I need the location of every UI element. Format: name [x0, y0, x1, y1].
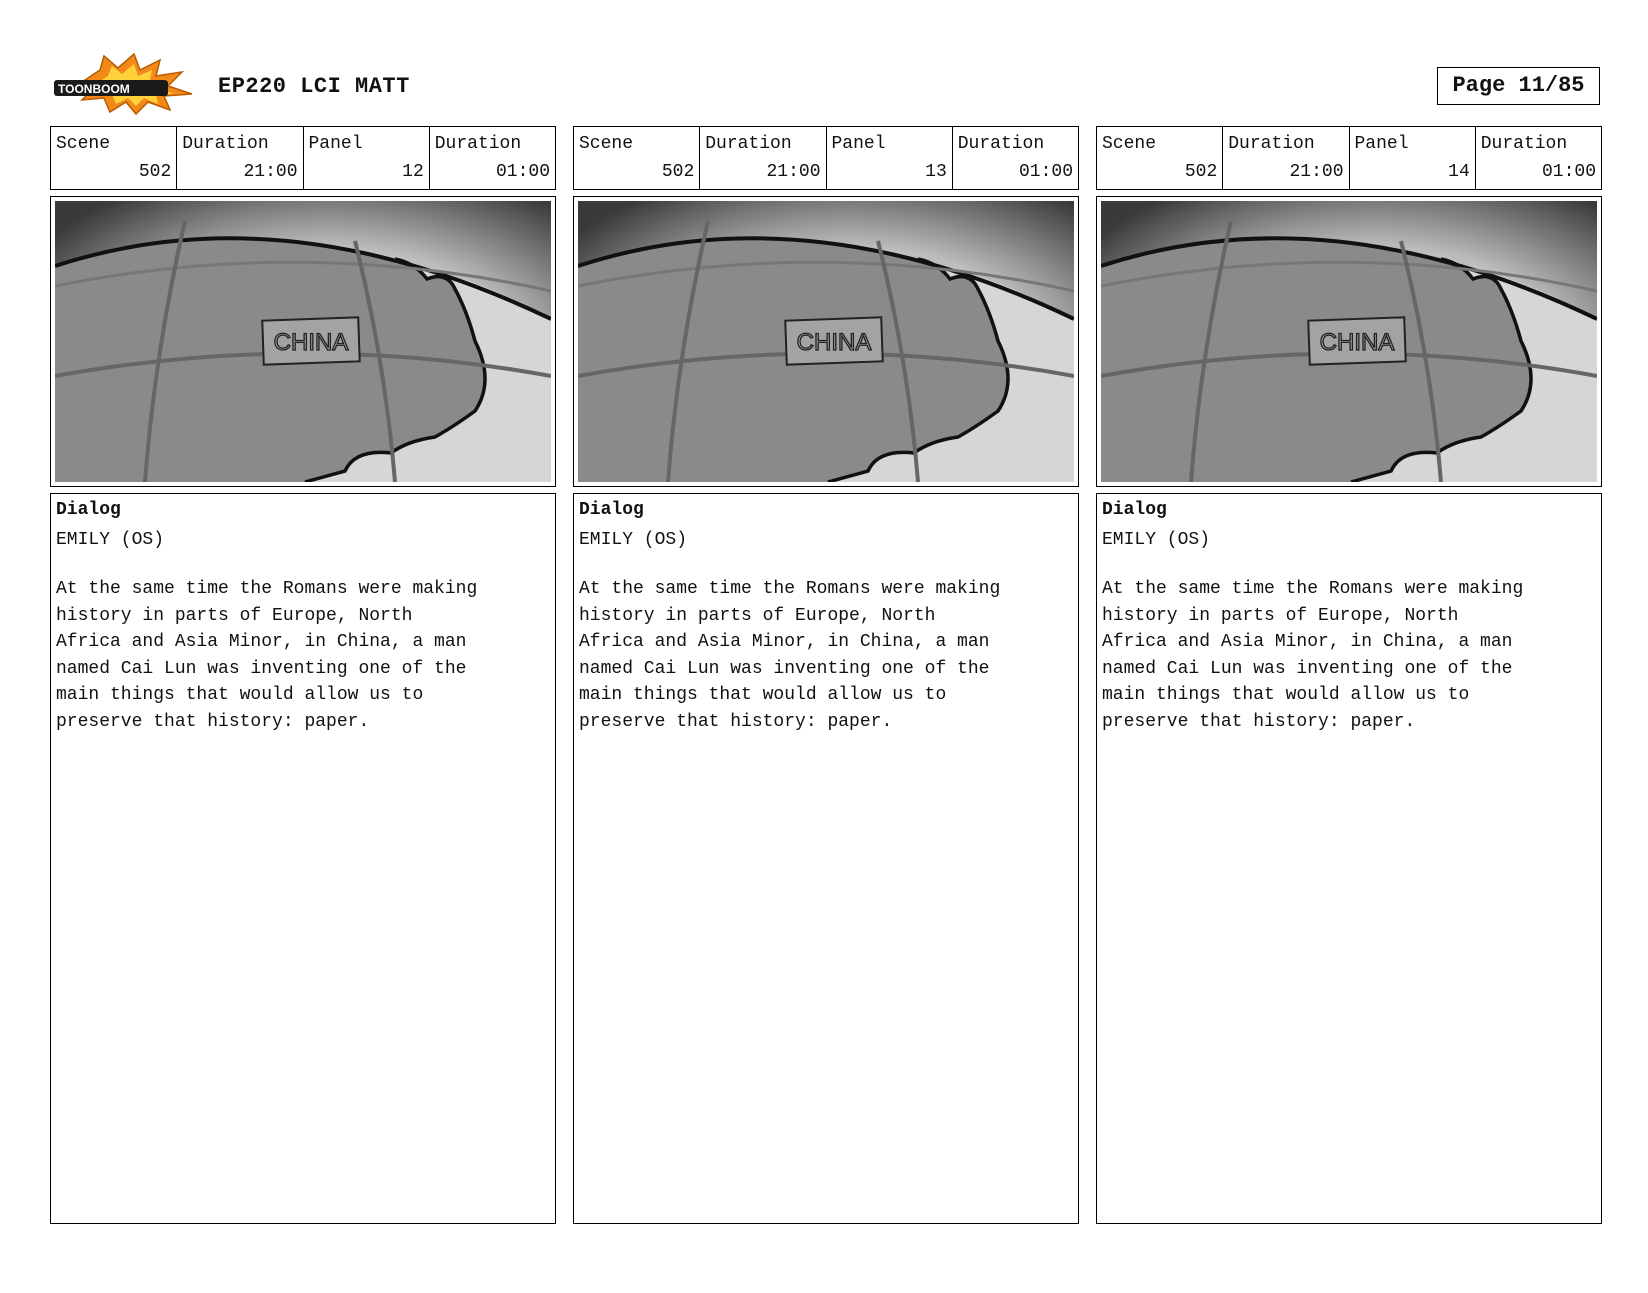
- dialog-box: [50, 493, 556, 1224]
- panel-info-table: [50, 126, 556, 190]
- panel-frame: [573, 196, 1079, 487]
- panel-duration-value: 01:00: [495, 162, 550, 182]
- storyboard-panel: [1096, 126, 1602, 1224]
- scene-value: 502: [138, 162, 172, 182]
- scene-cell: [1097, 127, 1223, 189]
- panel-number-cell: [304, 127, 430, 189]
- panel-duration-cell: [953, 127, 1078, 189]
- scene-value: 502: [1184, 162, 1218, 182]
- panel-number-value: 12: [402, 162, 424, 182]
- panel-duration-value: 01:00: [1018, 162, 1073, 182]
- scene-duration-label: Duration: [705, 134, 792, 154]
- panel-duration-value: 01:00: [1541, 162, 1596, 182]
- toonboom-logo: [52, 52, 198, 116]
- scene-duration-value: 21:00: [1289, 162, 1344, 182]
- scene-duration-label: Duration: [1228, 134, 1315, 154]
- scene-value: 502: [661, 162, 695, 182]
- panel-label: Panel: [308, 134, 363, 154]
- panel-duration-cell: [430, 127, 555, 189]
- panel-number-cell: [827, 127, 953, 189]
- panel-label: Panel: [831, 134, 886, 154]
- panel-number-value: 13: [925, 162, 947, 182]
- dialog-text: At the same time the Romans were making history in parts of Europe, North Africa and Asia Minor, in China, a man named Cai Lun was inventing one of the main things that would allow us to preserve that history: paper.: [56, 579, 478, 732]
- scene-duration-label: Duration: [182, 134, 269, 154]
- frame-caption: CHINA: [1319, 329, 1395, 356]
- dialog-heading: Dialog: [56, 500, 121, 520]
- dialog-speaker: EMILY (OS): [579, 530, 688, 550]
- panel-number-value: 14: [1448, 162, 1470, 182]
- dialog-text: At the same time the Romans were making history in parts of Europe, North Africa and Asia Minor, in China, a man named Cai Lun was inventing one of the main things that would allow us to preserve that history: paper.: [579, 579, 1001, 732]
- dialog-text: At the same time the Romans were making history in parts of Europe, North Africa and Asia Minor, in China, a man named Cai Lun was inventing one of the main things that would allow us to preserve that history: paper.: [1102, 579, 1524, 732]
- page-indicator: Page 11/85: [1437, 67, 1600, 105]
- panel-info-table: [573, 126, 1079, 190]
- panel-duration-label: Duration: [957, 134, 1045, 154]
- document-title: EP220 LCI MATT: [218, 74, 410, 99]
- globe-sketch: [55, 201, 551, 482]
- scene-duration-value: 21:00: [766, 162, 821, 182]
- scene-cell: [51, 127, 177, 189]
- frame-caption: CHINA: [273, 329, 349, 356]
- dialog-heading: Dialog: [1102, 500, 1167, 520]
- storyboard-panel: [50, 126, 556, 1224]
- logo-text: TOONBOOM: [58, 82, 130, 96]
- dialog-box: [573, 493, 1079, 1224]
- panel-frame: [50, 196, 556, 487]
- scene-duration-value: 21:00: [243, 162, 298, 182]
- panel-frame: [1096, 196, 1602, 487]
- globe-sketch: [578, 201, 1074, 482]
- storyboard-panel: [573, 126, 1079, 1224]
- panel-duration-label: Duration: [1480, 134, 1568, 154]
- panel-label: Panel: [1354, 134, 1409, 154]
- scene-duration-cell: [177, 127, 303, 189]
- dialog-speaker: EMILY (OS): [1102, 530, 1211, 550]
- dialog-heading: Dialog: [579, 500, 644, 520]
- scene-label: Scene: [1102, 134, 1157, 154]
- panel-duration-label: Duration: [434, 134, 522, 154]
- panel-duration-cell: [1476, 127, 1601, 189]
- globe-sketch: [1101, 201, 1597, 482]
- scene-label: Scene: [579, 134, 634, 154]
- scene-duration-cell: [700, 127, 826, 189]
- scene-cell: [574, 127, 700, 189]
- dialog-box: [1096, 493, 1602, 1224]
- frame-caption: CHINA: [796, 329, 872, 356]
- panel-info-table: [1096, 126, 1602, 190]
- scene-duration-cell: [1223, 127, 1349, 189]
- panel-number-cell: [1350, 127, 1476, 189]
- dialog-speaker: EMILY (OS): [56, 530, 165, 550]
- scene-label: Scene: [56, 134, 111, 154]
